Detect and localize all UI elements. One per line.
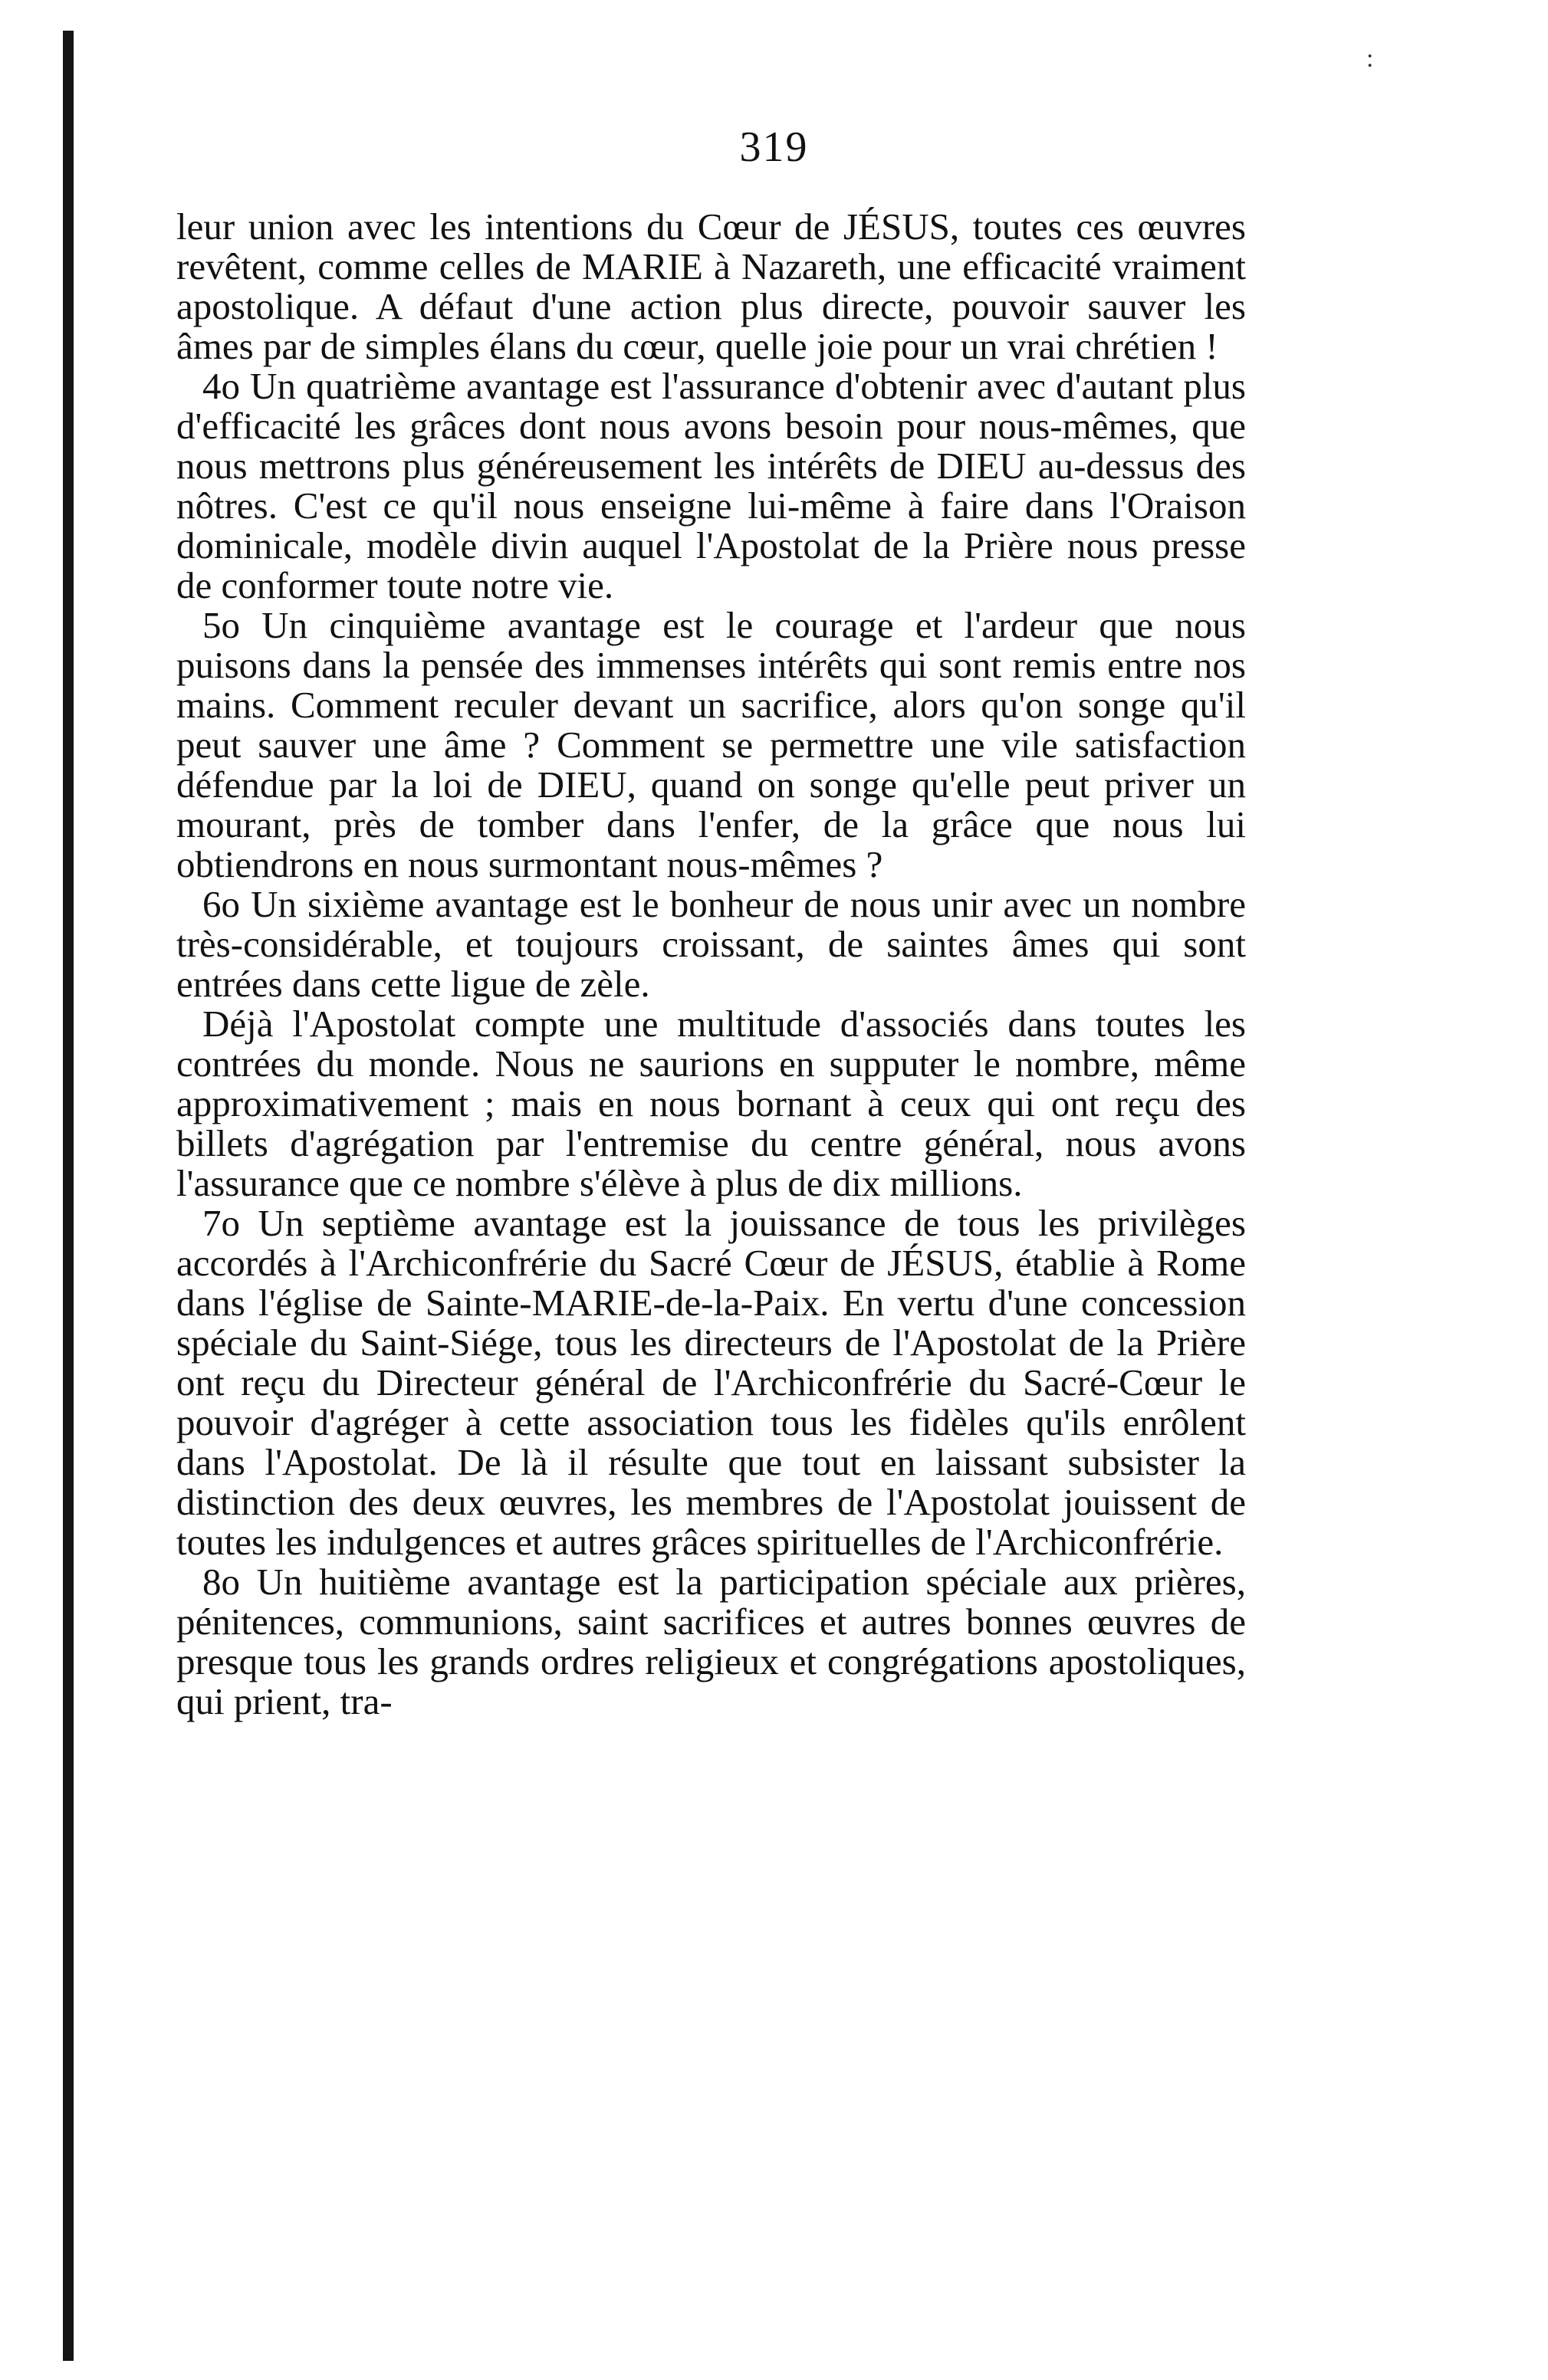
paragraph-advantage-8: 8o Un huitième avantage est la participation spéciale aux prières, pénitences, communions, saint sacrifices et autres bonnes œuvres de presque tous les grands ordres religieux et congrégations apostoliques, qui prient, tra-	[176, 1561, 1246, 1722]
margin-mark: :	[1366, 44, 1374, 73]
paragraph-advantage-7: 7o Un septième avantage est la jouissance de tous les privilèges accordés à l'Archiconfrérie du Sacré Cœur de JÉSUS, établie à Rome dans l'église de Sainte-MARIE-de-la-Paix. En vertu d'une concession spéciale du Saint-Siége, tous les directeurs de l'Apostolat de la Prière ont reçu du Directeur général de l'Archiconfrérie du Sacré-Cœur le pouvoir d'agréger à cette association tous les fidèles qu'ils enrôlent dans l'Apostolat. De là il résulte que tout en laissant subsister la distinction des deux œuvres, les membres de l'Apostolat jouissent de toutes les indulgences et autres grâces spirituelles de l'Archiconfrérie.	[176, 1202, 1246, 1563]
paragraph-continued: leur union avec les intentions du Cœur de JÉSUS, toutes ces œuvres revêtent, comme celles de MARIE à Nazareth, une efficacité vraiment apostolique. A défaut d'une action plus directe, pouvoir sauver les âmes par de simples élans du cœur, quelle joie pour un vrai chrétien !	[176, 205, 1246, 367]
page-text	[176, 207, 1246, 1722]
page-number: 319	[739, 123, 809, 171]
paragraph-associates: Déjà l'Apostolat compte une multitude d'associés dans toutes les contrées du monde. Nous ne saurions en supputer le nombre, même approximativement ; mais en nous bornant à ceux qui ont reçu des billets d'agrégation par l'entremise du centre général, nous avons l'assurance que ce nombre s'élève à plus de dix millions.	[176, 1003, 1246, 1204]
paragraph-advantage-5: 5o Un cinquième avantage est le courage et l'ardeur que nous puisons dans la pensée des immenses intérêts qui sont remis entre nos mains. Comment reculer devant un sacrifice, alors qu'on songe qu'il peut sauver une âme ? Comment se permettre une vile satisfaction défendue par la loi de DIEU, quand on songe qu'elle peut priver un mourant, près de tomber dans l'enfer, de la grâce que nous lui obtiendrons en nous surmontant nous-mêmes ?	[176, 604, 1246, 885]
page-binding-edge	[63, 31, 74, 2361]
paragraph-advantage-6: 6o Un sixième avantage est le bonheur de nous unir avec un nombre très-considérable, et toujours croissant, de saintes âmes qui sont entrées dans cette ligue de zèle.	[176, 883, 1246, 1005]
paragraph-advantage-4: 4o Un quatrième avantage est l'assurance d'obtenir avec d'autant plus d'efficacité les grâces dont nous avons besoin pour nous-mêmes, que nous mettrons plus généreusement les intérêts de DIEU au-dessus des nôtres. C'est ce qu'il nous enseigne lui-même à faire dans l'Oraison dominicale, modèle divin auquel l'Apostolat de la Prière nous presse de conformer toute notre vie.	[176, 365, 1246, 606]
